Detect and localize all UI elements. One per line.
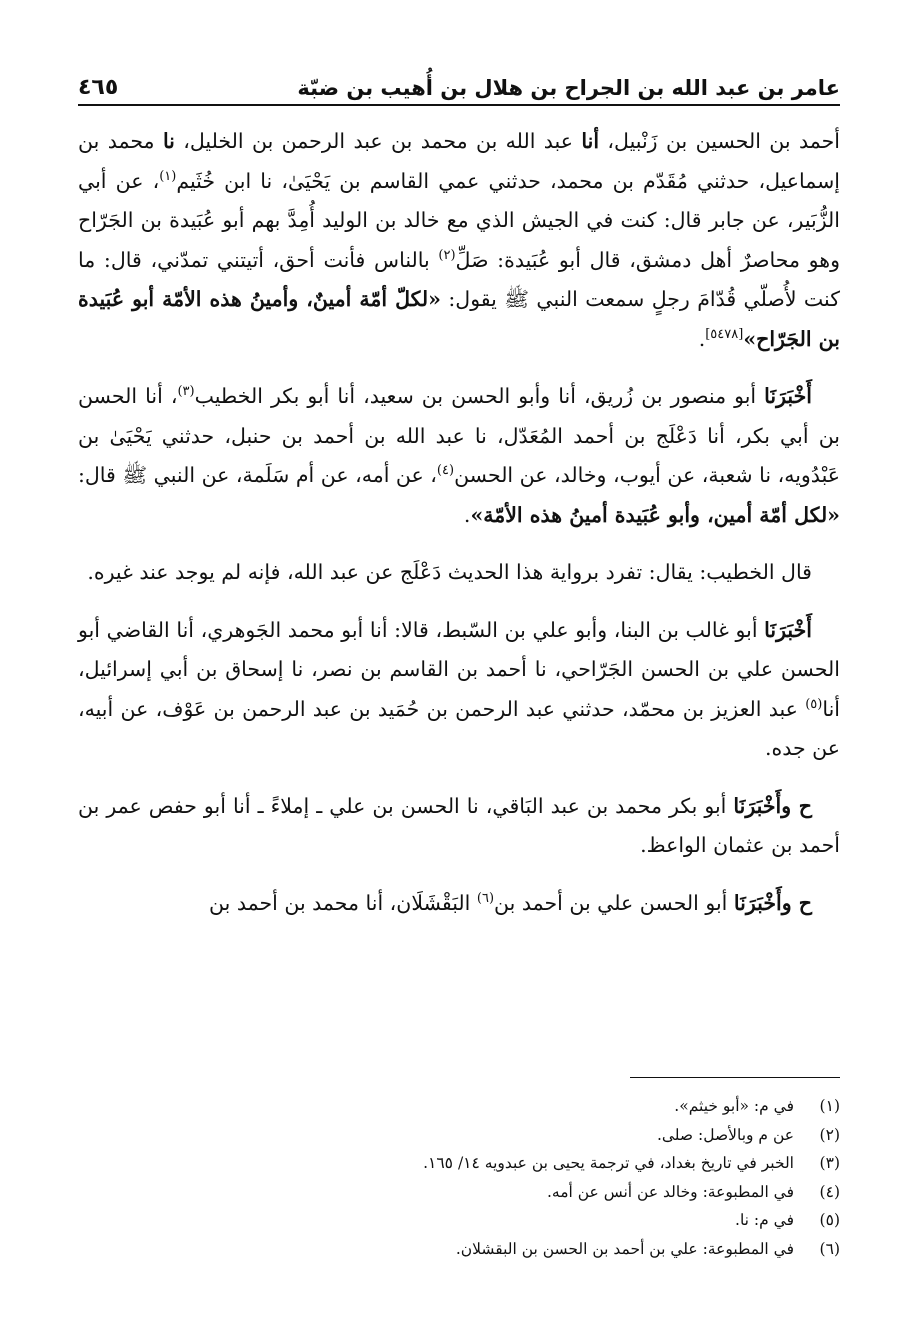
text-segment: قال الخطيب: يقال: تفرد برواية هذا الحديث دَعْلَج عن عبد الله، فإنه لم يوجد عند غيره.: [87, 560, 812, 584]
text-segment: عبد الله بن محمد بن عبد الرحمن بن الخليل،: [174, 129, 582, 153]
paragraph: [78, 787, 840, 866]
bold-text: «لكل أمّة أمين، وأبو عُبَيدة أمينُ هذه الأمّة»: [470, 502, 840, 527]
text-segment: أبو بكر محمد بن عبد البَاقي، نا الحسن بن علي ـ إملاءً ـ أنا أبو حفص عمر بن أحمد بن عثمان الواعظ.: [78, 793, 840, 857]
page-number: ٤٦٥: [78, 75, 119, 100]
footnote-ref: (٦): [476, 890, 495, 906]
page-header: [78, 60, 840, 106]
text-segment: أبو منصور بن زُريق، أنا وأبو الحسن بن سعيد، أنا أبو بكر الخطيب: [194, 384, 765, 408]
footnote-text: الخبر في تاريخ بغداد، في ترجمة يحيى بن عبدويه ١٤/ ١٦٥.: [423, 1154, 794, 1172]
text-segment: .: [463, 502, 471, 527]
footnote-number: (٣): [819, 1154, 840, 1172]
footnote: [78, 1121, 840, 1150]
text-segment: ، عن أبي الزُّبَير، عن جابر قال: كنت في الجيش الذي مع خالد بن الوليد أُمِدَّ بهم أبو عُبَيدة بن الجَرّاح وهو محاصرٌ أهل دمشق، قال أبو عُبَيدة: صَلِّ: [78, 168, 840, 272]
footnote-ref: [٥٤٧٨]: [705, 326, 744, 342]
footnote-text: في م: «أبو خيثم».: [674, 1097, 794, 1115]
footnote-number: (٥): [819, 1211, 840, 1229]
footnote-ref: (٣): [177, 384, 195, 400]
footnote-text: عن م وبالأصل: صلى.: [656, 1125, 794, 1144]
footnote-text: في المطبوعة: وخالد عن أنس عن أمه.: [546, 1182, 794, 1201]
text-segment: عبد العزيز بن محمّد، حدثني عبد الرحمن بن حُمَيد بن عبد الرحمن بن عَوْف، عن أبيه، عن جده.: [78, 696, 840, 760]
footnote: [78, 1092, 840, 1121]
bold-text: أَخْبَرَنَا: [764, 617, 812, 642]
text-segment: أبو الحسن علي بن أحمد بن: [494, 890, 734, 915]
bold-text: نا: [162, 129, 175, 153]
footnote-number: (٦): [819, 1239, 840, 1258]
main-text: [78, 122, 840, 941]
text-segment: ، أنا الحسن بن أبي بكر، أنا دَعْلَج بن أحمد المُعَدّل، نا عبد الله بن أحمد بن حنبل، حدثني يَحْيَىٰ بن عَبْدُويه، نا شعبة، عن أيوب، وخالد، عن الحسن: [78, 384, 840, 487]
footnote: [78, 1149, 840, 1178]
bold-text: ح وأَخْبَرَنَا: [733, 793, 812, 818]
footnote-ref: (٢): [438, 247, 456, 263]
footnote-number: (٢): [819, 1125, 840, 1144]
footnote-ref: (٥): [805, 696, 823, 712]
text-segment: .: [698, 326, 706, 351]
footnote: [78, 1206, 840, 1235]
footnote-divider: [630, 1077, 840, 1078]
footnote-number: (٤): [819, 1182, 840, 1201]
footnote: [78, 1235, 840, 1264]
text-segment: بالناس فأنت أحق، أتيتني تمدّني، قال: ما كنت لأُصلّي قُدّامَ رجلٍ سمعت النبي ﷺ يقول:: [78, 247, 841, 311]
bold-text: ح وأَخْبَرَنَا: [733, 890, 812, 915]
paragraph: [78, 377, 840, 535]
text-segment: ، عن أمه، عن أم سَلَمة، عن النبي ﷺ قال:: [78, 463, 437, 487]
text-segment: أحمد بن الحسين بن زَنْبيل،: [599, 129, 840, 153]
running-title: عامر بن عبد الله بن الجراح بن هلال بن أُهيب بن ضبّة: [297, 76, 840, 100]
footnote-ref: (١): [159, 168, 177, 184]
footnote: [78, 1178, 840, 1207]
footnotes: [78, 1092, 840, 1263]
footnote-text: في المطبوعة: علي بن أحمد بن الحسن بن البقشلان.: [455, 1239, 794, 1258]
paragraph: [78, 553, 840, 593]
paragraph: [78, 611, 840, 769]
paragraph: [78, 122, 840, 359]
footnote-ref: (٤): [436, 463, 455, 479]
text-segment: أبو غالب بن البنا، وأبو علي بن السّبط، قالا: أنا أبو محمد الجَوهري، أنا القاضي أبو الحسن علي بن الحسن الجَرّاحي، نا أحمد بن القاسم بن نصر، نا إسحاق بن أبي إسرائيل، أنا: [78, 617, 840, 721]
text-segment: محمد بن إسماعيل، حدثني مُقَدّم بن محمد، حدثني عمي القاسم بن يَحْيَىٰ، نا ابن خُثَيم: [78, 129, 840, 193]
text-segment: البَقْشَلَان، أنا محمد بن أحمد بن: [209, 890, 477, 915]
bold-text: «لكلّ أمّة أمينٌ، وأمينُ هذه الأمّة أبو عُبَيدة بن الجَرّاح»: [78, 287, 840, 351]
footnote-text: في م: نا.: [735, 1211, 794, 1229]
bold-text: أَخْبَرَنَا: [764, 384, 812, 408]
footnote-number: (١): [819, 1097, 840, 1115]
paragraph: [78, 884, 840, 924]
bold-text: أنا: [581, 129, 600, 153]
